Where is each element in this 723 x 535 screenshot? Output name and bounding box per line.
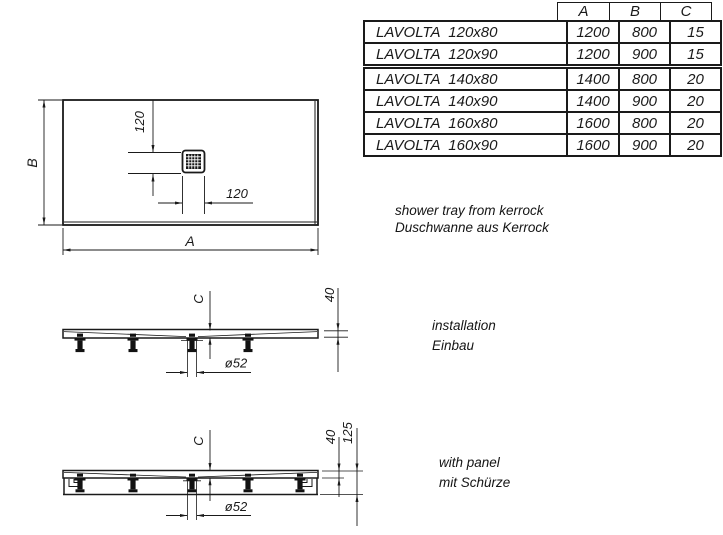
cell-c: 20 (670, 90, 721, 112)
caption-installation-en: installation (432, 318, 496, 333)
label-dim-125: 125 (340, 422, 355, 444)
label-dim-40: 40 (323, 429, 338, 445)
cell-model: LAVOLTA 120x80 (364, 21, 567, 43)
header-cell-b: B (610, 3, 661, 21)
dimension-drain-diameter (166, 371, 251, 374)
table-row (364, 112, 721, 134)
cell-c: 15 (670, 43, 721, 65)
caption-material-de: Duschwanne aus Kerrock (395, 220, 549, 235)
cell-model: LAVOLTA 140x80 (364, 68, 567, 90)
cell-model: LAVOLTA 160x90 (364, 134, 567, 156)
cell-model: LAVOLTA 140x90 (364, 90, 567, 112)
top-view-drawing (20, 85, 350, 260)
table-row (364, 90, 721, 112)
cell-model: LAVOLTA 160x80 (364, 112, 567, 134)
caption-material-en: shower tray from kerrock (395, 203, 544, 218)
cell-b: 800 (619, 68, 670, 90)
caption-material (395, 202, 549, 236)
cell-b: 900 (619, 90, 670, 112)
label-dim-A: A (185, 233, 195, 249)
label-dim-120-horizontal: 120 (226, 186, 248, 201)
table-row (364, 21, 721, 43)
label-dim-C: C (191, 294, 206, 304)
cell-c: 20 (670, 68, 721, 90)
caption-installation (432, 316, 496, 356)
dimension-C (209, 291, 212, 359)
caption-panel-en: with panel (439, 455, 500, 470)
cell-b: 800 (619, 112, 670, 134)
panel-view-drawing (40, 418, 370, 533)
cell-c: 20 (670, 112, 721, 134)
cell-b: 900 (619, 43, 670, 65)
cell-b: 800 (619, 21, 670, 43)
table-row (364, 43, 721, 65)
cell-a: 1400 (567, 68, 619, 90)
dimension-C (209, 430, 212, 501)
spec-table-group-20 (363, 67, 722, 157)
cell-a: 1200 (567, 21, 619, 43)
cell-c: 20 (670, 134, 721, 156)
cell-b: 900 (619, 134, 670, 156)
installation-view-drawing (40, 283, 360, 383)
label-dim-C: C (191, 436, 206, 446)
caption-installation-de: Einbau (432, 338, 475, 353)
cell-a: 1600 (567, 112, 619, 134)
table-row (364, 134, 721, 156)
spec-table-header (557, 2, 712, 21)
spec-table-group-15 (363, 20, 722, 66)
label-dim-drain-diameter: ø52 (224, 499, 248, 514)
header-cell-a: A (558, 3, 610, 21)
table-row (364, 68, 721, 90)
label-dim-120-vertical: 120 (132, 111, 147, 133)
label-dim-drain-diameter: ø52 (224, 355, 248, 371)
label-dim-B: B (24, 158, 40, 168)
cell-c: 15 (670, 21, 721, 43)
cell-a: 1200 (567, 43, 619, 65)
caption-panel (439, 453, 510, 493)
drain-grate (183, 151, 205, 173)
dimension-drain-diameter (166, 514, 251, 517)
label-dim-40: 40 (322, 287, 337, 303)
header-cell-c: C (661, 3, 712, 21)
dimension-B (38, 100, 62, 225)
cell-a: 1400 (567, 90, 619, 112)
cell-model: LAVOLTA 120x90 (364, 43, 567, 65)
caption-panel-de: mit Schürze (439, 475, 511, 490)
cell-a: 1600 (567, 134, 619, 156)
